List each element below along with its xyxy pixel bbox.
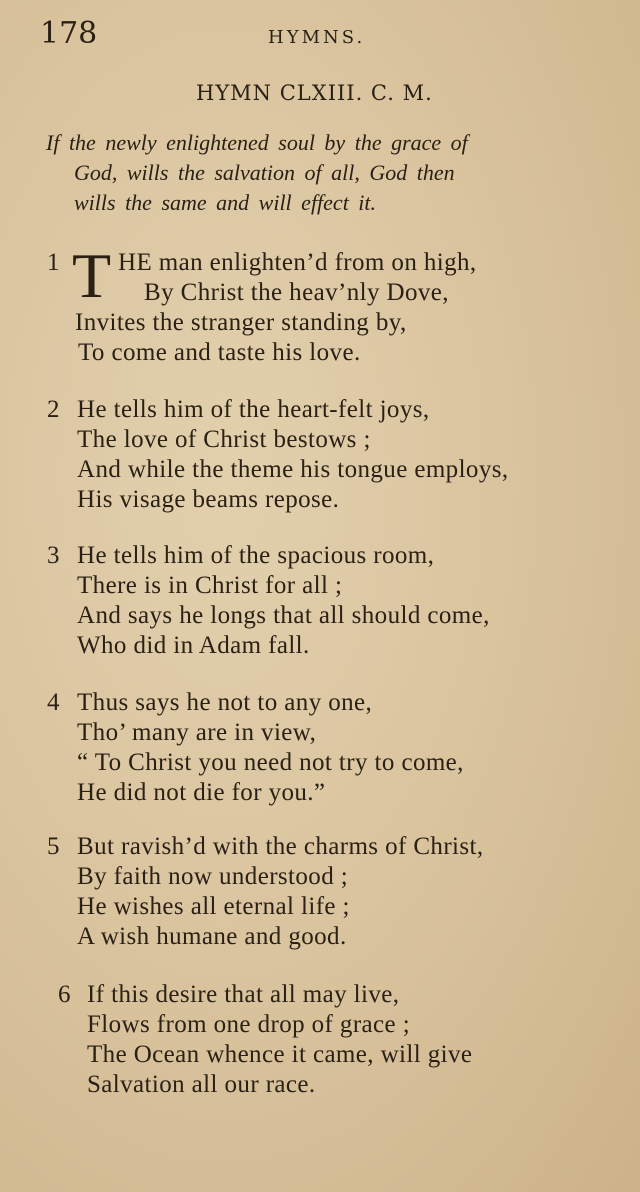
verse-line: There is in Christ for all ; [77, 572, 343, 599]
verse-line: Flows from one drop of grace ; [87, 1011, 411, 1038]
verse-line: He did not die for you.” [77, 779, 326, 806]
verse-line: His visage beams repose. [77, 486, 340, 513]
verse-line: By Christ the heav’nly Dove, [144, 279, 449, 306]
verse-line: HE man enlighten’d from on high, [118, 249, 477, 276]
stanza-number: 6 [58, 981, 71, 1008]
verse-line: The love of Christ bestows ; [77, 426, 371, 453]
stanza-number: 1 [47, 249, 60, 276]
verse-line: Salvation all our race. [87, 1071, 316, 1098]
stanza-number: 4 [47, 689, 60, 716]
stanza-number: 5 [47, 833, 60, 860]
running-head: HYMNS. [268, 27, 366, 48]
verse-line: If this desire that all may live, [87, 981, 400, 1008]
verse-line: The Ocean whence it came, will give [87, 1041, 473, 1068]
verse-line: A wish humane and good. [77, 923, 347, 950]
subtitle-line: wills the same and will effect it. [74, 190, 377, 215]
verse-line: To come and taste his love. [78, 339, 361, 366]
verse-line: He tells him of the spacious room, [77, 542, 435, 569]
hymn-subtitle [46, 128, 626, 218]
verse-line: He wishes all eternal life ; [77, 893, 350, 920]
stanza-number: 2 [47, 396, 60, 423]
verse-line: By faith now understood ; [77, 863, 349, 890]
verse-line: And says he longs that all should come, [77, 602, 490, 629]
page-number: 178 [40, 16, 98, 51]
verse-line: And while the theme his tongue employs, [77, 456, 509, 483]
subtitle-line: God, wills the salvation of all, God then [74, 160, 455, 185]
hymn-title: HYMN CLXIII. C. M. [196, 81, 433, 105]
verse-line: Who did in Adam fall. [77, 632, 310, 659]
verse-line: Tho’ many are in view, [77, 719, 317, 746]
verse-line: “ To Christ you need not try to come, [77, 749, 464, 776]
subtitle-line: If the newly enlightened soul by the grace of [46, 130, 468, 155]
verse-line: Invites the stranger standing by, [75, 309, 407, 336]
stanza-number: 3 [47, 542, 60, 569]
verse-line: Thus says he not to any one, [77, 689, 373, 716]
drop-cap: T [72, 240, 112, 311]
verse-line: He tells him of the heart-felt joys, [77, 396, 430, 423]
verse-line: But ravish’d with the charms of Christ, [77, 833, 484, 860]
